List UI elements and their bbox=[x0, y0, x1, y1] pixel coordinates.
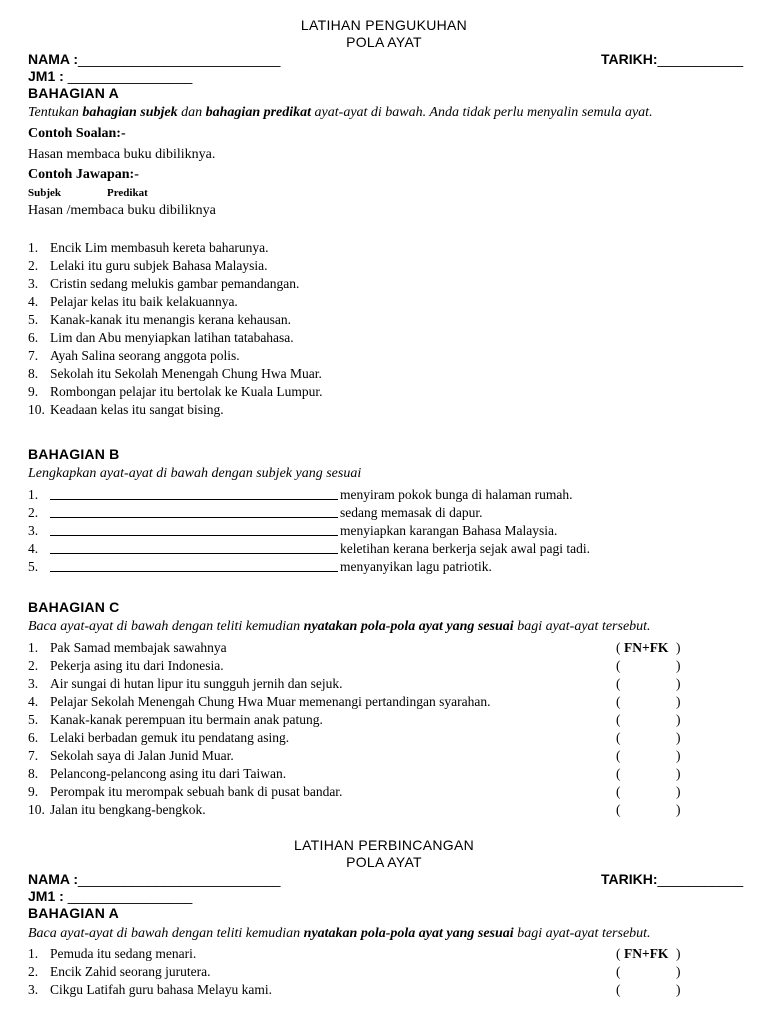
item-text: Kanak-kanak perempuan itu bermain anak patung. bbox=[50, 712, 323, 727]
item-number: 8. bbox=[28, 366, 39, 381]
tarikh-label: TARIKH: bbox=[601, 871, 658, 887]
item-text: Jalan itu bengkang-bengkok. bbox=[50, 802, 206, 817]
list-item bbox=[28, 311, 748, 329]
list-item bbox=[28, 981, 748, 999]
item-number: 2. bbox=[28, 505, 39, 520]
list-item bbox=[28, 657, 748, 675]
list-item bbox=[28, 801, 748, 819]
list-item bbox=[28, 401, 748, 419]
item-number: 10. bbox=[28, 402, 45, 417]
item-number: 5. bbox=[28, 559, 39, 574]
open-paren: ( bbox=[616, 658, 621, 673]
open-paren: ( bbox=[616, 982, 621, 997]
close-paren: ) bbox=[676, 802, 681, 817]
item-text: Cikgu Latifah guru bahasa Melayu kami. bbox=[50, 982, 272, 997]
nama-blank: __________________________ bbox=[78, 51, 281, 67]
sheet2-section-a-instruction: Baca ayat-ayat di bawah dengan teliti kemudian nyatakan pola-pola ayat yang sesuai bagi ayat-ayat tersebut. bbox=[28, 926, 651, 941]
item-text: Lelaki itu guru subjek Bahasa Malaysia. bbox=[50, 258, 268, 273]
predikat-label: Predikat bbox=[107, 187, 148, 199]
item-text: Pekerja asing itu dari Indonesia. bbox=[50, 658, 224, 673]
item-number: 3. bbox=[28, 276, 39, 291]
close-paren: ) bbox=[676, 658, 681, 673]
item-number: 4. bbox=[28, 294, 39, 309]
sheet1-section-b-heading: BAHAGIAN B bbox=[28, 446, 120, 462]
item-text: Pemuda itu sedang menari. bbox=[50, 946, 197, 961]
close-paren: ) bbox=[676, 640, 681, 655]
sheet2-tarikh-field[interactable] bbox=[601, 871, 743, 887]
close-paren: ) bbox=[676, 982, 681, 997]
list-item bbox=[28, 540, 748, 558]
item-text: keletihan kerana berkerja sejak awal pagi tadi. bbox=[340, 541, 591, 556]
item-text: Kanak-kanak itu menangis kerana kehausan. bbox=[50, 312, 292, 327]
list-item bbox=[28, 729, 748, 747]
list-item bbox=[28, 747, 748, 765]
item-text: Cristin sedang melukis gambar pemandangan. bbox=[50, 276, 300, 291]
answer-value: FN+FK bbox=[624, 946, 669, 961]
close-paren: ) bbox=[676, 766, 681, 781]
open-paren: ( bbox=[616, 748, 621, 763]
open-paren: ( bbox=[616, 784, 621, 799]
jm-blank: ________________ bbox=[67, 68, 193, 84]
item-text: Air sungai di hutan lipur itu sungguh jernih dan sejuk. bbox=[50, 676, 343, 691]
item-text: Pelajar kelas itu baik kelakuannya. bbox=[50, 294, 238, 309]
subjek-label: Subjek bbox=[28, 187, 62, 199]
item-number: 5. bbox=[28, 712, 39, 727]
list-item bbox=[28, 329, 748, 347]
item-number: 1. bbox=[28, 487, 39, 502]
sheet2-nama-field[interactable] bbox=[28, 871, 280, 887]
list-item bbox=[28, 693, 748, 711]
list-item bbox=[28, 257, 748, 275]
item-number: 5. bbox=[28, 312, 39, 327]
tarikh-blank: ___________ bbox=[657, 871, 744, 887]
item-text: Keadaan kelas itu sangat bising. bbox=[50, 402, 224, 417]
close-paren: ) bbox=[676, 748, 681, 763]
sheet1-section-c-heading: BAHAGIAN C bbox=[28, 599, 120, 615]
sheet1-section-b-instruction: Lengkapkan ayat-ayat di bawah dengan subjek yang sesuai bbox=[28, 466, 362, 481]
sheet1-jm-field[interactable] bbox=[28, 68, 192, 84]
item-number: 4. bbox=[28, 694, 39, 709]
item-text: Lim dan Abu menyiapkan latihan tatabahasa. bbox=[50, 330, 294, 345]
list-item bbox=[28, 783, 748, 801]
answer-blank[interactable] bbox=[50, 558, 338, 572]
item-number: 10. bbox=[28, 802, 45, 817]
list-item bbox=[28, 383, 748, 401]
close-paren: ) bbox=[676, 964, 681, 979]
item-text: Perompak itu merompak sebuah bank di pusat bandar. bbox=[50, 784, 343, 799]
item-number: 4. bbox=[28, 541, 39, 556]
close-paren: ) bbox=[676, 784, 681, 799]
list-item bbox=[28, 365, 748, 383]
list-item bbox=[28, 522, 748, 540]
sheet1-nama-field[interactable] bbox=[28, 51, 280, 67]
sheet2-title: LATIHAN PERBINCANGAN bbox=[294, 837, 474, 853]
list-item bbox=[28, 293, 748, 311]
item-number: 6. bbox=[28, 730, 39, 745]
item-text: Lelaki berbadan gemuk itu pendatang asing. bbox=[50, 730, 290, 745]
close-paren: ) bbox=[676, 712, 681, 727]
contoh-jawapan-label: Contoh Jawapan:- bbox=[28, 167, 139, 182]
sheet2-section-a-heading: BAHAGIAN A bbox=[28, 905, 119, 921]
item-text: menyiapkan karangan Bahasa Malaysia. bbox=[340, 523, 558, 538]
nama-label: NAMA : bbox=[28, 871, 79, 887]
item-number: 9. bbox=[28, 384, 39, 399]
open-paren: ( bbox=[616, 766, 621, 781]
item-number: 1. bbox=[28, 240, 39, 255]
list-item bbox=[28, 486, 748, 504]
item-number: 3. bbox=[28, 982, 39, 997]
close-paren: ) bbox=[676, 694, 681, 709]
list-item bbox=[28, 711, 748, 729]
open-paren: ( bbox=[616, 694, 621, 709]
item-number: 1. bbox=[28, 946, 39, 961]
sheet2-jm-field[interactable] bbox=[28, 888, 192, 904]
sheet1-section-a-instruction: Tentukan bahagian subjek dan bahagian predikat ayat-ayat di bawah. Anda tidak perlu menyalin semula ayat. bbox=[28, 105, 653, 120]
item-number: 3. bbox=[28, 523, 39, 538]
item-number: 2. bbox=[28, 258, 39, 273]
open-paren: ( bbox=[616, 802, 621, 817]
close-paren: ) bbox=[676, 946, 681, 961]
item-number: 2. bbox=[28, 964, 39, 979]
contoh-soalan-text: Hasan membaca buku dibiliknya. bbox=[28, 147, 216, 162]
item-text: Sekolah saya di Jalan Junid Muar. bbox=[50, 748, 234, 763]
item-text: menyiram pokok bunga di halaman rumah. bbox=[340, 487, 573, 502]
item-number: 7. bbox=[28, 748, 39, 763]
sheet1-section-c-list bbox=[28, 639, 748, 819]
open-paren: ( bbox=[616, 730, 621, 745]
item-text: Encik Zahid seorang jurutera. bbox=[50, 964, 211, 979]
nama-blank: __________________________ bbox=[78, 871, 281, 887]
item-number: 7. bbox=[28, 348, 39, 363]
item-number: 3. bbox=[28, 676, 39, 691]
sheet1-section-b-list bbox=[28, 486, 748, 576]
tarikh-blank: ___________ bbox=[657, 51, 744, 67]
jm-label: JM1 : bbox=[28, 68, 64, 84]
tarikh-label: TARIKH: bbox=[601, 51, 658, 67]
sheet1-subtitle: POLA AYAT bbox=[346, 34, 422, 50]
contoh-jawapan-text: Hasan /membaca buku dibiliknya bbox=[28, 203, 216, 218]
open-paren: ( bbox=[616, 712, 621, 727]
sheet2-subtitle: POLA AYAT bbox=[346, 854, 422, 870]
item-number: 1. bbox=[28, 640, 39, 655]
answer-blank[interactable] bbox=[50, 504, 338, 518]
item-text: Encik Lim membasuh kereta baharunya. bbox=[50, 240, 269, 255]
close-paren: ) bbox=[676, 730, 681, 745]
item-text: Sekolah itu Sekolah Menengah Chung Hwa Muar. bbox=[50, 366, 322, 381]
open-paren: ( bbox=[616, 676, 621, 691]
sheet1-section-a-heading: BAHAGIAN A bbox=[28, 85, 119, 101]
jm-blank: ________________ bbox=[67, 888, 193, 904]
sheet1-title: LATIHAN PENGUKUHAN bbox=[300, 17, 468, 33]
answer-blank[interactable] bbox=[50, 522, 338, 536]
open-paren: ( bbox=[616, 640, 621, 655]
item-text: sedang memasak di dapur. bbox=[340, 505, 483, 520]
list-item bbox=[28, 275, 748, 293]
item-number: 6. bbox=[28, 330, 39, 345]
list-item bbox=[28, 504, 748, 522]
list-item bbox=[28, 765, 748, 783]
nama-label: NAMA : bbox=[28, 51, 79, 67]
jm-label: JM1 : bbox=[28, 888, 64, 904]
sheet1-tarikh-field[interactable] bbox=[601, 51, 743, 67]
item-number: 2. bbox=[28, 658, 39, 673]
open-paren: ( bbox=[616, 964, 621, 979]
contoh-soalan-label: Contoh Soalan:- bbox=[28, 126, 126, 141]
list-item bbox=[28, 675, 748, 693]
item-number: 9. bbox=[28, 784, 39, 799]
answer-value: FN+FK bbox=[624, 640, 669, 655]
list-item bbox=[28, 945, 748, 963]
item-text: Pelajar Sekolah Menengah Chung Hwa Muar memenangi pertandingan syarahan. bbox=[50, 694, 491, 709]
item-text: menyanyikan lagu patriotik. bbox=[340, 559, 492, 574]
list-item bbox=[28, 558, 748, 576]
sheet2-section-a-list bbox=[28, 945, 748, 999]
list-item bbox=[28, 963, 748, 981]
list-item bbox=[28, 639, 748, 657]
item-text: Pelancong-pelancong asing itu dari Taiwan. bbox=[50, 766, 287, 781]
sheet1-section-c-instruction: Baca ayat-ayat di bawah dengan teliti kemudian nyatakan pola-pola ayat yang sesuai bagi ayat-ayat tersebut. bbox=[28, 619, 651, 634]
sheet1-section-a-list bbox=[28, 239, 748, 419]
item-text: Rombongan pelajar itu bertolak ke Kuala Lumpur. bbox=[50, 384, 323, 399]
list-item bbox=[28, 239, 748, 257]
item-text: Ayah Salina seorang anggota polis. bbox=[50, 348, 240, 363]
list-item bbox=[28, 347, 748, 365]
close-paren: ) bbox=[676, 676, 681, 691]
item-text: Pak Samad membajak sawahnya bbox=[50, 640, 227, 655]
item-number: 8. bbox=[28, 766, 39, 781]
open-paren: ( bbox=[616, 946, 621, 961]
answer-blank[interactable] bbox=[50, 540, 338, 554]
answer-blank[interactable] bbox=[50, 486, 338, 500]
